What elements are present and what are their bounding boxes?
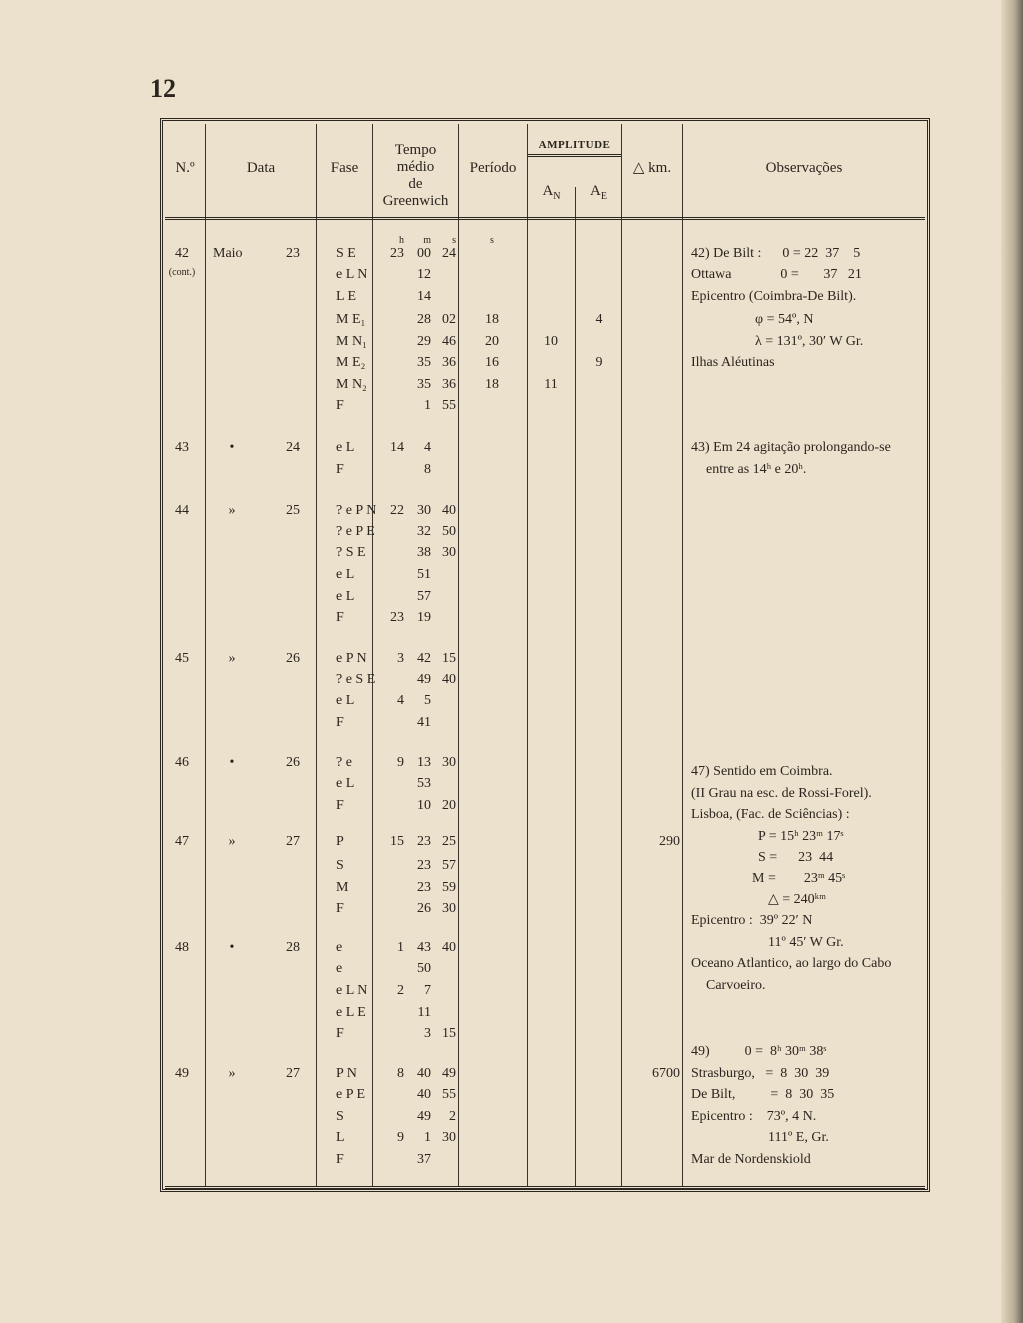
hours-cell: 1 [397, 940, 404, 955]
observation-line: De Bilt, = 8 30 35 [691, 1087, 835, 1102]
entry-continued: (cont.) [168, 267, 196, 278]
phase-cell: e L [336, 693, 355, 708]
date-day: 26 [286, 651, 300, 666]
date-day: 28 [286, 940, 300, 955]
observation-line: Lisboa, (Fac. de Sciências) : [691, 807, 850, 822]
minutes-cell: 35 [417, 355, 431, 370]
seconds-cell: 59 [442, 880, 456, 895]
date-ditto: » [228, 503, 236, 518]
phase-cell: S [336, 1109, 344, 1124]
col-sep-periodo [527, 124, 528, 1187]
observation-line: Ilhas Aléutinas [691, 355, 775, 370]
col-sep-data [316, 124, 317, 1187]
hours-cell: 9 [397, 1130, 404, 1145]
seconds-cell: 25 [442, 834, 456, 849]
header-data: Data [246, 160, 276, 176]
hours-cell: 23 [390, 610, 404, 625]
observation-line: Epicentro : 39º 22′ N [691, 913, 813, 928]
phase-cell: e L N [336, 267, 368, 282]
minutes-cell: 28 [417, 312, 431, 327]
phase-cell: e L E [336, 1005, 366, 1020]
header-ae-sub: E [600, 191, 607, 202]
seconds-cell: 55 [442, 398, 456, 413]
header-an [528, 183, 575, 205]
date-ditto: » [228, 834, 236, 849]
phase-cell: S E [336, 246, 356, 261]
observation-line: 42) De Bilt : 0 = 22 37 5 [691, 246, 861, 261]
phase-cell: e P E [336, 1087, 366, 1102]
header-separator [165, 217, 925, 220]
observation-line: φ = 54º, N [755, 312, 814, 327]
seconds-cell: 49 [442, 1066, 456, 1081]
entry-number: 48 [175, 940, 189, 955]
observation-line: Strasburgo, = 8 30 39 [691, 1066, 830, 1081]
minutes-cell: 37 [417, 1152, 431, 1167]
minutes-cell: 1 [424, 398, 431, 413]
date-day: 23 [286, 246, 300, 261]
seconds-cell: 36 [442, 355, 456, 370]
hours-cell: 14 [390, 440, 404, 455]
seconds-cell: 40 [442, 940, 456, 955]
hours-cell: 23 [390, 246, 404, 261]
date-ditto: » [228, 651, 236, 666]
header-observacoes: Observações [765, 160, 843, 176]
phase-cell: e [336, 961, 343, 976]
minutes-cell: 00 [417, 246, 431, 261]
seconds-cell: 02 [442, 312, 456, 327]
observation-line: λ = 131º, 30′ W Gr. [755, 334, 864, 349]
period-cell: 16 [485, 355, 499, 370]
seconds-cell: 50 [442, 524, 456, 539]
entry-number: 46 [175, 755, 189, 770]
entry-number: 42 [175, 246, 189, 261]
seconds-cell: 57 [442, 858, 456, 873]
phase-cell: e P N [336, 651, 367, 666]
phase-cell: M E₂ [336, 355, 366, 370]
minutes-cell: 38 [417, 545, 431, 560]
minutes-cell: 23 [417, 858, 431, 873]
phase-cell: e L [336, 440, 355, 455]
date-ditto: » [228, 1066, 236, 1081]
phase-cell: L [336, 1130, 345, 1145]
phase-cell: F [336, 715, 344, 730]
phase-cell: M N₁ [336, 334, 367, 349]
header-tempo-line2: médio [396, 159, 435, 175]
seconds-cell: 30 [442, 545, 456, 560]
header-ae [576, 183, 621, 205]
phase-cell: e L [336, 567, 355, 582]
phase-cell: F [336, 610, 344, 625]
hours-cell: 8 [397, 1066, 404, 1081]
seconds-cell: 40 [442, 503, 456, 518]
date-month: Maio [213, 246, 243, 261]
unit-seconds: s [452, 235, 456, 246]
minutes-cell: 14 [417, 289, 431, 304]
phase-cell: L E [336, 289, 357, 304]
entry-number: 43 [175, 440, 189, 455]
minutes-cell: 50 [417, 961, 431, 976]
minutes-cell: 5 [424, 693, 431, 708]
observation-line: entre as 14ʰ e 20ʰ. [706, 462, 807, 477]
date-day: 24 [286, 440, 300, 455]
minutes-cell: 57 [417, 589, 431, 604]
col-sep-km [682, 124, 683, 1187]
date-ditto: • [229, 440, 235, 455]
seconds-cell: 30 [442, 1130, 456, 1145]
minutes-cell: 49 [417, 672, 431, 687]
phase-cell: e L [336, 589, 355, 604]
col-sep-amplitude [575, 187, 576, 1187]
date-day: 27 [286, 834, 300, 849]
page-number: 12 [150, 74, 176, 103]
period-cell: 18 [485, 377, 499, 392]
minutes-cell: 35 [417, 377, 431, 392]
header-amplitude: AMPLITUDE [538, 139, 611, 151]
hours-cell: 4 [397, 693, 404, 708]
observation-line: (II Grau na esc. de Rossi-Forel). [691, 786, 872, 801]
minutes-cell: 11 [417, 1005, 431, 1020]
phase-cell: ? e P E [336, 524, 375, 539]
seconds-cell: 30 [442, 755, 456, 770]
amplitude-e-cell: 9 [595, 355, 603, 370]
date-day: 26 [286, 755, 300, 770]
minutes-cell: 40 [417, 1087, 431, 1102]
hours-cell: 3 [397, 651, 404, 666]
minutes-cell: 40 [417, 1066, 431, 1081]
distance-cell: 6700 [652, 1066, 680, 1081]
header-an-sub: N [553, 191, 561, 202]
amplitude-n-cell: 11 [544, 377, 558, 392]
minutes-cell: 32 [417, 524, 431, 539]
phase-cell: F [336, 901, 344, 916]
minutes-cell: 23 [417, 834, 431, 849]
phase-cell: e L [336, 776, 355, 791]
header-an-letter: A [542, 183, 554, 199]
phase-cell: ? e [336, 755, 352, 770]
amplitude-separator [528, 154, 621, 157]
phase-cell: ? e S E [336, 672, 376, 687]
col-sep-num [205, 124, 206, 1187]
phase-cell: P [336, 834, 344, 849]
header-tempo-line3: de [408, 176, 423, 192]
observation-line: M = 23ᵐ 45ˢ [752, 871, 846, 886]
minutes-cell: 7 [424, 983, 431, 998]
phase-cell: M E₁ [336, 312, 366, 327]
minutes-cell: 23 [417, 880, 431, 895]
hours-cell: 2 [397, 983, 404, 998]
phase-cell: ? e P N [336, 503, 377, 518]
header-tempo-line4: Greenwich [382, 193, 449, 209]
entry-number: 45 [175, 651, 189, 666]
phase-cell: F [336, 398, 344, 413]
header-tempo-line1: Tempo [394, 142, 437, 158]
phase-cell: S [336, 858, 344, 873]
seconds-cell: 15 [442, 651, 456, 666]
minutes-cell: 10 [417, 798, 431, 813]
col-sep-ae [621, 124, 622, 1187]
phase-cell: M [336, 880, 349, 895]
page-edge [1001, 0, 1023, 1323]
amplitude-n-cell: 10 [544, 334, 558, 349]
seconds-cell: 30 [442, 901, 456, 916]
phase-cell: F [336, 1026, 344, 1041]
observation-line: 111º E, Gr. [768, 1130, 829, 1145]
minutes-cell: 26 [417, 901, 431, 916]
header-tempo [373, 142, 458, 210]
hours-cell: 15 [390, 834, 404, 849]
minutes-cell: 53 [417, 776, 431, 791]
seconds-cell: 40 [442, 672, 456, 687]
phase-cell: e L N [336, 983, 368, 998]
observation-line: 11º 45′ W Gr. [768, 935, 844, 950]
date-ditto: • [229, 940, 235, 955]
minutes-cell: 30 [417, 503, 431, 518]
seconds-cell: 20 [442, 798, 456, 813]
phase-cell: F [336, 798, 344, 813]
seconds-cell: 2 [449, 1109, 456, 1124]
phase-cell: P N [336, 1066, 357, 1081]
period-cell: 20 [485, 334, 499, 349]
bottom-rule [165, 1186, 925, 1189]
observation-line: Ottawa 0 = 37 21 [691, 267, 862, 282]
observation-line: 47) Sentido em Coimbra. [691, 764, 833, 779]
observation-line: Carvoeiro. [706, 978, 766, 993]
minutes-cell: 8 [424, 462, 431, 477]
seconds-cell: 46 [442, 334, 456, 349]
observation-line: Oceano Atlantico, ao largo do Cabo [691, 956, 892, 971]
phase-cell: F [336, 462, 344, 477]
seconds-cell: 15 [442, 1026, 456, 1041]
minutes-cell: 41 [417, 715, 431, 730]
minutes-cell: 1 [424, 1130, 431, 1145]
period-cell: 18 [485, 312, 499, 327]
header-num: N.º [175, 160, 195, 176]
observation-line: △ = 240ᵏᵐ [768, 892, 826, 907]
header-periodo: Período [469, 160, 517, 176]
col-sep-tempo [458, 124, 459, 1187]
header-ae-letter: A [590, 183, 601, 199]
amplitude-e-cell: 4 [595, 312, 603, 327]
phase-cell: F [336, 1152, 344, 1167]
minutes-cell: 19 [417, 610, 431, 625]
minutes-cell: 51 [417, 567, 431, 582]
observation-line: P = 15ʰ 23ᵐ 17ˢ [758, 829, 844, 844]
date-ditto: • [229, 755, 235, 770]
unit-minutes: m [423, 235, 431, 246]
unit-periodo: s [490, 235, 494, 246]
entry-number: 47 [175, 834, 189, 849]
phase-cell: ? S E [336, 545, 366, 560]
seconds-cell: 24 [442, 246, 456, 261]
unit-hours: h [399, 235, 404, 246]
minutes-cell: 29 [417, 334, 431, 349]
observation-line: Mar de Nordenskiold [691, 1152, 811, 1167]
date-day: 27 [286, 1066, 300, 1081]
phase-cell: M N₂ [336, 377, 367, 392]
seconds-cell: 36 [442, 377, 456, 392]
minutes-cell: 42 [417, 651, 431, 666]
hours-cell: 22 [390, 503, 404, 518]
entry-number: 44 [175, 503, 189, 518]
seconds-cell: 55 [442, 1087, 456, 1102]
observation-line: S = 23 44 [758, 850, 834, 865]
header-km: △ km. [632, 160, 672, 176]
observation-line: Epicentro (Coimbra-De Bilt). [691, 289, 857, 304]
observation-line: Epicentro : 73º, 4 N. [691, 1109, 817, 1124]
header-fase: Fase [330, 160, 359, 176]
minutes-cell: 49 [417, 1109, 431, 1124]
entry-number: 49 [175, 1066, 189, 1081]
minutes-cell: 3 [424, 1026, 431, 1041]
phase-cell: e [336, 940, 343, 955]
distance-cell: 290 [659, 834, 680, 849]
minutes-cell: 13 [417, 755, 431, 770]
observation-line: 49) 0 = 8ʰ 30ᵐ 38ˢ [691, 1044, 827, 1059]
minutes-cell: 12 [417, 267, 431, 282]
minutes-cell: 4 [424, 440, 431, 455]
date-day: 25 [286, 503, 300, 518]
observation-line: 43) Em 24 agitação prolongando-se [691, 440, 891, 455]
minutes-cell: 43 [417, 940, 431, 955]
hours-cell: 9 [397, 755, 404, 770]
